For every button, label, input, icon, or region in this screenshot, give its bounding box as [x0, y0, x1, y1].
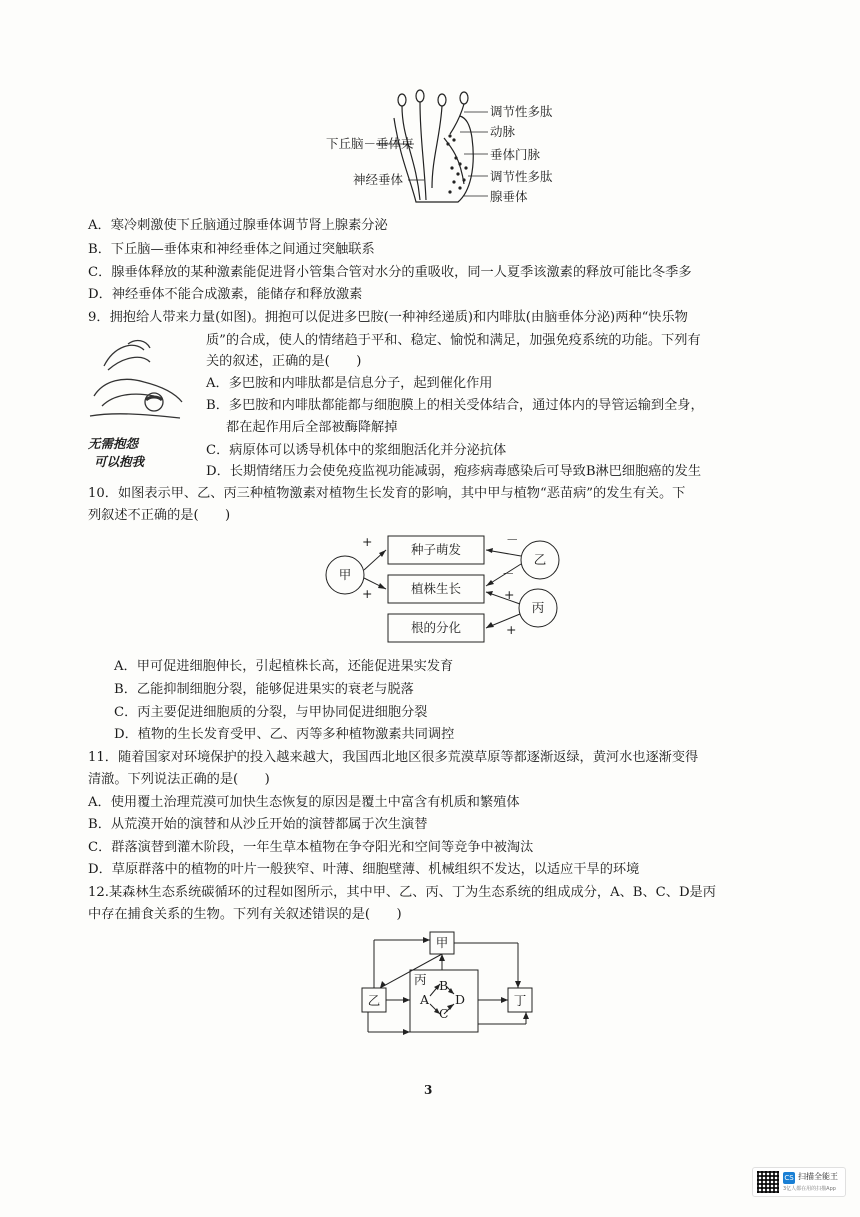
- plus-sign: +: [362, 586, 373, 601]
- label-hypothalamic-tract: 下丘脑－垂体束: [326, 136, 414, 151]
- q11-stem-2: 清澈。下列说法正确的是( ): [88, 772, 270, 787]
- hug-caption-2: 可以抱我: [94, 454, 145, 469]
- q8-option-b: B．下丘脑—垂体束和神经垂体之间通过突触联系: [88, 242, 375, 257]
- q11-option-b: B．从荒漠开始的演替和从沙丘开始的演替都属于次生演替: [88, 817, 428, 832]
- hug-illustration: [84, 336, 194, 436]
- q9-stem-3: 关的叙述，正确的是( ): [206, 354, 362, 369]
- q9-option-a: A．多巴胺和内啡肽都是信息分子，起到催化作用: [206, 376, 493, 391]
- label-reg-poly-2: 调节性多肽: [490, 169, 553, 184]
- q8-option-c: C．腺垂体释放的某种激素能促进肾小管集合管对水分的重吸收，同一人夏季该激素的释放可能比冬季多: [88, 265, 692, 280]
- q10-option-a: A．甲可促进细胞伸长，引起植株长高，还能促进果实发育: [114, 659, 454, 674]
- plus-sign: +: [504, 587, 515, 602]
- q12-stem-1: 12.某森林生态系统碳循环的过程如图所示，其中甲、乙、丙、丁为生态系统的组成成分，A、B、C、D是丙: [88, 885, 716, 900]
- scanner-title: 扫描全能王: [798, 1172, 838, 1181]
- q11-option-a: A．使用覆土治理荒漠可加快生态恢复的原因是覆土中富含有机质和繁殖体: [88, 795, 520, 810]
- q11-option-c: C．群落演替到灌木阶段，一年生草本植物在争夺阳光和空间等竞争中被淘汰: [88, 840, 534, 855]
- scanner-subtitle: 3亿人都在用的扫描App: [783, 1186, 836, 1192]
- label-adenohypophysis: 腺垂体: [490, 189, 528, 204]
- plus-sign: +: [506, 622, 517, 637]
- plus-sign: +: [362, 534, 373, 549]
- box-seed-germination: 种子萌发: [410, 542, 461, 557]
- organism-d: D: [455, 992, 466, 1007]
- q10-stem-1: 10．如图表示甲、乙、丙三种植物激素对植物生长发育的影响，其中甲与植物“恶苗病”的发生有关。下: [88, 486, 686, 501]
- q9-stem-1: 9．拥抱给人带来力量(如图)。拥抱可以促进多巴胺(一种神经递质)和内啡肽(由脑垂体分泌)两种“快乐物: [88, 310, 688, 325]
- label-portal-vein: 垂体门脉: [490, 147, 541, 162]
- carbon-bing: 丙: [414, 972, 427, 987]
- carbon-jia: 甲: [435, 935, 449, 950]
- q10-option-b: B．乙能抑制细胞分裂，能够促进果实的衰老与脱落: [114, 682, 414, 697]
- minus-sign: －: [502, 566, 515, 581]
- box-plant-growth: 植株生长: [410, 581, 461, 596]
- box-root-differentiation: 根的分化: [410, 620, 461, 635]
- organism-b: B: [439, 978, 449, 993]
- q9-option-c: C．病原体可以诱导机体中的浆细胞活化并分泌抗体: [206, 443, 507, 458]
- q9-stem-2: 质”的合成，使人的情绪趋于平和、稳定、愉悦和满足，加强免疫系统的功能。下列有: [206, 333, 701, 348]
- label-neurohypophysis: 神经垂体: [353, 172, 404, 187]
- page-number: 3: [424, 1083, 433, 1097]
- q9-option-b-2: 都在起作用后全部被酶降解掉: [226, 420, 398, 435]
- hormone-yi-label: 乙: [533, 552, 547, 567]
- label-artery: 动脉: [490, 124, 516, 139]
- q11-stem-1: 11．随着国家对环境保护的投入越来越大，我国西北地区很多荒漠草原等都逐渐返绿，黄河水也逐渐变得: [88, 750, 699, 765]
- scanner-watermark: [752, 1167, 846, 1197]
- hormone-bing-label: 丙: [531, 600, 545, 615]
- organism-c: C: [439, 1006, 449, 1021]
- q8-option-d: D．神经垂体不能合成激素，能储存和释放激素: [88, 287, 363, 302]
- q8-option-a: A．寒冷刺激使下丘脑通过腺垂体调节肾上腺素分泌: [88, 218, 388, 233]
- minus-sign: －: [506, 532, 519, 547]
- qr-code-icon: [757, 1171, 779, 1193]
- q9-option-d: D．长期情绪压力会使免疫监视功能减弱，疱疹病毒感染后可导致B淋巴细胞癌的发生: [206, 464, 702, 479]
- q10-option-d: D．植物的生长发育受甲、乙、丙等多种植物激素共同调控: [114, 727, 455, 742]
- hug-caption-1: 无需抱怨: [88, 436, 139, 451]
- label-reg-poly-1: 调节性多肽: [490, 104, 553, 119]
- carbon-ding: 丁: [513, 993, 527, 1008]
- q11-option-d: D．草原群落中的植物的叶片一般狭窄、叶薄、细胞壁薄、机械组织不发达，以适应干旱的环境: [88, 862, 640, 877]
- q10-stem-2: 列叙述不正确的是( ): [88, 508, 231, 523]
- scanner-logo-icon: CS: [784, 1174, 794, 1182]
- q12-stem-2: 中存在捕食关系的生物。下列有关叙述错误的是( ): [88, 907, 402, 922]
- carbon-yi: 乙: [367, 993, 381, 1008]
- organism-a: A: [420, 992, 430, 1007]
- hormone-jia-label: 甲: [338, 567, 352, 582]
- q9-option-b-1: B．多巴胺和内啡肽都能都与细胞膜上的相关受体结合，通过体内的导管运输到全身，: [206, 398, 704, 413]
- q10-option-c: C．丙主要促进细胞质的分裂，与甲协同促进细胞分裂: [114, 705, 428, 720]
